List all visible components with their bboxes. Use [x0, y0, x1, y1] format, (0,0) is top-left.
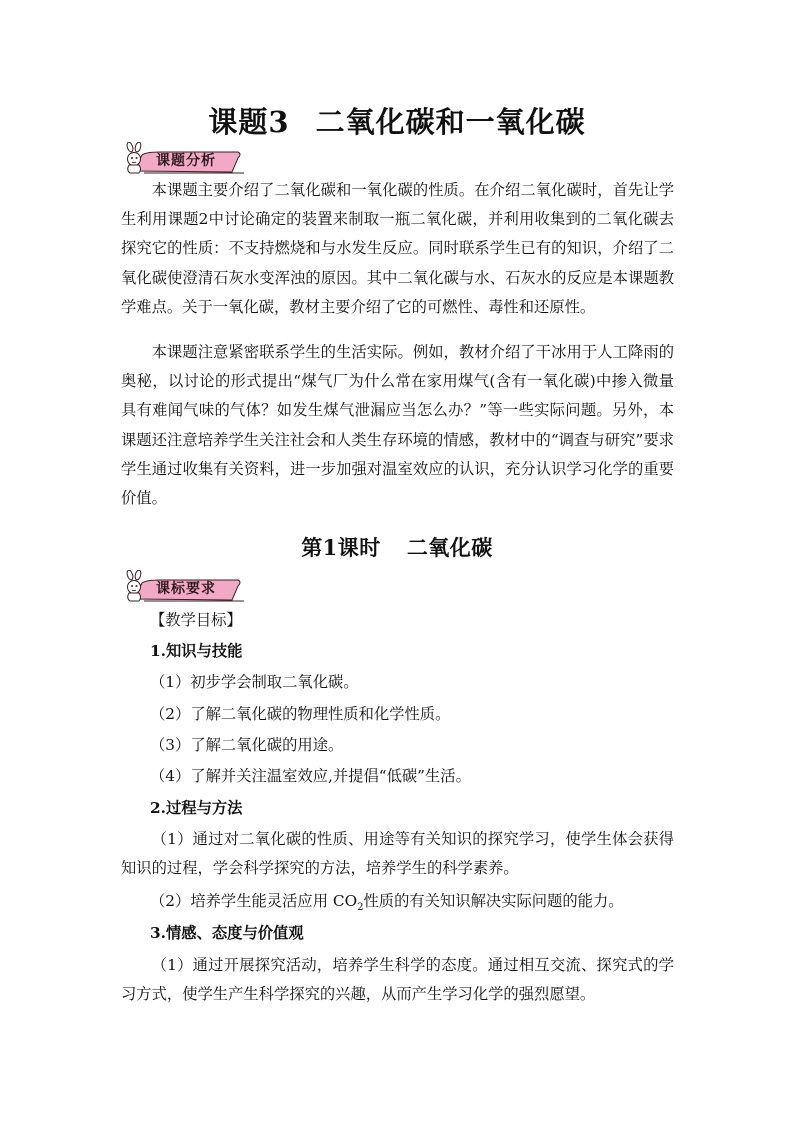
section-title-knowledge: 1.知识与技能: [150, 642, 243, 660]
section-badge-standards: [120, 570, 240, 602]
knowledge-item-1: （1）初步学会制取二氧化碳。: [150, 673, 359, 691]
knowledge-item-4: （4）了解并关注温室效应,并提倡“低碳”生活。: [150, 767, 471, 785]
co2-subscript: 2: [357, 902, 364, 914]
intro-paragraph-1: 本课题主要介绍了二氧化碳和一氧化碳的性质。在介绍二氧化碳时，首先让学生利用课题2中讨论确定的装置来制取一瓶二氧化碳，并利用收集到的二氧化碳去探究它的性质：不支持燃烧和与水发生反应。同时联系学生已有的知识，介绍了二氧化碳使澄清石灰水变浑浊的原因。其中二氧化碳与水、石灰水的反应是本课题教学难点。关于一氧化碳，教材主要介绍了它的可燃性、毒性和还原性。: [121, 181, 674, 316]
lesson-title-text: 二氧化碳: [406, 535, 493, 560]
knowledge-item-2: （2）了解二氧化碳的物理性质和化学性质。: [150, 705, 451, 723]
process-item-2: [150, 887, 703, 922]
objectives-heading: 【教学目标】: [150, 611, 242, 629]
main-title-number: 课题3: [208, 105, 290, 139]
process-item-2-text: （2）培养学生能灵活应用 CO: [150, 892, 358, 910]
main-title: [0, 100, 794, 141]
section-title-attitude: 3.情感、态度与价值观: [150, 924, 304, 942]
badge-label-analysis: 课题分析: [156, 153, 216, 169]
lesson-title: [0, 532, 794, 562]
process-item-2-text-end: 性质的有关知识解决实际问题的能力。: [363, 892, 624, 910]
process-item-1: （1）通过对二氧化碳的性质、用途等有关知识的探究学习，使学生体会获得知识的过程，学会科学探究的方法，培养学生的科学素养。: [121, 830, 674, 878]
intro-paragraph-2: 本课题注意紧密联系学生的生活实际。例如，教材介绍了干冰用于人工降雨的奥秘，以讨论的形式提出“煤气厂为什么常在家用煤气(含有一氧化碳)中掺入微量具有难闻气味的气体？如发生煤气泄漏应当怎么办？”等一些实际问题。另外，本课题还注意培养学生关注社会和人类生存环境的情感，教材中的“调查与研究”要求学生通过收集有关资料，进一步加强对温室效应的认识，充分认识学习化学的重要价值。: [121, 343, 674, 508]
attitude-item-1: （1）通过开展探究活动，培养学生科学的态度。通过相互交流、探究式的学习方式，使学生产生科学探究的兴趣，从而产生学习化学的强烈愿望。: [121, 956, 674, 1004]
section-title-process: 2.过程与方法: [150, 799, 243, 817]
badge-label-standards: 课标要求: [156, 581, 216, 597]
lesson-title-number: 第1课时: [301, 535, 381, 560]
section-badge-analysis: [120, 142, 240, 174]
main-title-text: 二氧化碳和一氧化碳: [315, 105, 586, 139]
knowledge-item-3: （3）了解二氧化碳的用途。: [150, 736, 344, 754]
